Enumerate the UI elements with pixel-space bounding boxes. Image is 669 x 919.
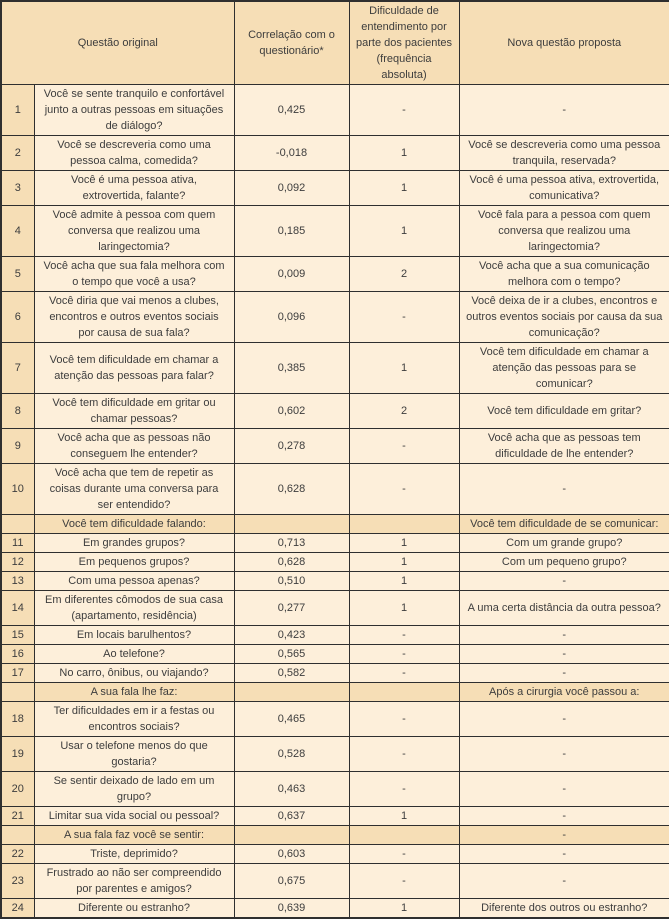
- new-question-cell: -: [459, 702, 669, 737]
- row-number-cell: 8: [1, 394, 34, 429]
- table-row: [1, 464, 669, 515]
- row-number-cell: 6: [1, 292, 34, 343]
- row-number-cell: 16: [1, 645, 34, 664]
- new-question-cell: -: [459, 626, 669, 645]
- row-number-cell: 21: [1, 807, 34, 826]
- original-question-cell: Diferente ou estranho?: [34, 899, 234, 919]
- row-number-cell: 12: [1, 553, 34, 572]
- difficulty-cell: 1: [349, 136, 459, 171]
- row-number-cell: 17: [1, 664, 34, 683]
- difficulty-cell: -: [349, 702, 459, 737]
- original-question-cell: Você se descreveria como uma pessoa calma, comedida?: [34, 136, 234, 171]
- row-number-cell: 19: [1, 737, 34, 772]
- correlation-cell: [234, 515, 349, 534]
- table-row: [1, 845, 669, 864]
- row-number-cell: 24: [1, 899, 34, 919]
- table-row: [1, 864, 669, 899]
- difficulty-cell: -: [349, 645, 459, 664]
- difficulty-cell: 1: [349, 899, 459, 919]
- difficulty-cell: -: [349, 429, 459, 464]
- correlation-cell: 0,185: [234, 206, 349, 257]
- correlation-cell: 0,628: [234, 464, 349, 515]
- original-question-cell: A sua fala lhe faz:: [34, 683, 234, 702]
- correlation-cell: 0,423: [234, 626, 349, 645]
- row-number-cell: 9: [1, 429, 34, 464]
- section-row: [1, 683, 669, 702]
- new-question-cell: -: [459, 845, 669, 864]
- new-question-cell: -: [459, 864, 669, 899]
- correlation-cell: 0,463: [234, 772, 349, 807]
- correlation-cell: -0,018: [234, 136, 349, 171]
- difficulty-cell: 1: [349, 553, 459, 572]
- correlation-cell: 0,565: [234, 645, 349, 664]
- row-number-cell: [1, 826, 34, 845]
- new-question-cell: Você tem dificuldade em chamar a atenção das pessoas para se comunicar?: [459, 343, 669, 394]
- table-row: [1, 899, 669, 919]
- original-question-cell: Você acha que as pessoas não conseguem lhe entender?: [34, 429, 234, 464]
- difficulty-cell: [349, 683, 459, 702]
- original-question-cell: No carro, ônibus, ou viajando?: [34, 664, 234, 683]
- correlation-cell: 0,628: [234, 553, 349, 572]
- original-question-cell: Em locais barulhentos?: [34, 626, 234, 645]
- original-question-cell: Ter dificuldades em ir a festas ou encontros sociais?: [34, 702, 234, 737]
- row-number-cell: 23: [1, 864, 34, 899]
- table-row: [1, 591, 669, 626]
- new-question-cell: Você tem dificuldade de se comunicar:: [459, 515, 669, 534]
- original-question-cell: A sua fala faz você se sentir:: [34, 826, 234, 845]
- original-question-cell: Ao telefone?: [34, 645, 234, 664]
- table-row: [1, 702, 669, 737]
- table-row: [1, 626, 669, 645]
- correlation-cell: 0,675: [234, 864, 349, 899]
- difficulty-cell: 1: [349, 343, 459, 394]
- table-row: [1, 664, 669, 683]
- new-question-cell: Após a cirurgia você passou a:: [459, 683, 669, 702]
- original-question-cell: Com uma pessoa apenas?: [34, 572, 234, 591]
- new-question-cell: Com um grande grupo?: [459, 534, 669, 553]
- new-question-cell: Você se descreveria como uma pessoa tranquila, reservada?: [459, 136, 669, 171]
- new-question-cell: Com um pequeno grupo?: [459, 553, 669, 572]
- difficulty-cell: 1: [349, 171, 459, 206]
- correlation-cell: 0,639: [234, 899, 349, 919]
- new-question-cell: -: [459, 85, 669, 136]
- row-number-cell: 1: [1, 85, 34, 136]
- row-number-cell: 7: [1, 343, 34, 394]
- correlation-cell: 0,582: [234, 664, 349, 683]
- difficulty-cell: [349, 826, 459, 845]
- table-row: [1, 136, 669, 171]
- new-question-cell: Você acha que a sua comunicação melhora com o tempo?: [459, 257, 669, 292]
- table-header: [1, 1, 669, 85]
- original-question-cell: Frustrado ao não ser compreendido por parentes e amigos?: [34, 864, 234, 899]
- header-correlation: Correlação com o questionário*: [234, 1, 349, 85]
- correlation-cell: 0,425: [234, 85, 349, 136]
- table-row: [1, 645, 669, 664]
- table-row: [1, 292, 669, 343]
- original-question-cell: Você tem dificuldade em chamar a atenção das pessoas para falar?: [34, 343, 234, 394]
- original-question-cell: Em grandes grupos?: [34, 534, 234, 553]
- original-question-cell: Triste, deprimido?: [34, 845, 234, 864]
- correlation-cell: 0,528: [234, 737, 349, 772]
- row-number-cell: 11: [1, 534, 34, 553]
- header-original-question: Questão original: [1, 1, 234, 85]
- correlation-cell: 0,385: [234, 343, 349, 394]
- new-question-cell: -: [459, 737, 669, 772]
- difficulty-cell: -: [349, 864, 459, 899]
- original-question-cell: Você tem dificuldade em gritar ou chamar pessoas?: [34, 394, 234, 429]
- difficulty-cell: -: [349, 772, 459, 807]
- new-question-cell: Diferente dos outros ou estranho?: [459, 899, 669, 919]
- new-question-cell: Você fala para a pessoa com quem conversa que realizou uma laringectomia?: [459, 206, 669, 257]
- difficulty-cell: -: [349, 626, 459, 645]
- original-question-cell: Em diferentes cômodos de sua casa (apartamento, residência): [34, 591, 234, 626]
- difficulty-cell: -: [349, 845, 459, 864]
- table-row: [1, 534, 669, 553]
- table-row: [1, 772, 669, 807]
- difficulty-cell: 1: [349, 534, 459, 553]
- table-row: [1, 206, 669, 257]
- table-row: [1, 394, 669, 429]
- row-number-cell: 2: [1, 136, 34, 171]
- correlation-cell: [234, 826, 349, 845]
- table-row: [1, 343, 669, 394]
- original-question-cell: Você se sente tranquilo e confortável junto a outras pessoas em situações de diálogo?: [34, 85, 234, 136]
- correlation-cell: [234, 683, 349, 702]
- difficulty-cell: 1: [349, 206, 459, 257]
- row-number-cell: [1, 683, 34, 702]
- new-question-cell: -: [459, 826, 669, 845]
- new-question-cell: Você deixa de ir a clubes, encontros e outros eventos sociais por causa da sua comunicação?: [459, 292, 669, 343]
- difficulty-cell: [349, 515, 459, 534]
- correlation-cell: 0,465: [234, 702, 349, 737]
- difficulty-cell: 2: [349, 394, 459, 429]
- correlation-cell: 0,092: [234, 171, 349, 206]
- row-number-cell: 18: [1, 702, 34, 737]
- row-number-cell: 14: [1, 591, 34, 626]
- table-row: [1, 257, 669, 292]
- original-question-cell: Você tem dificuldade falando:: [34, 515, 234, 534]
- original-question-cell: Você admite à pessoa com quem conversa que realizou uma laringectomia?: [34, 206, 234, 257]
- difficulty-cell: 1: [349, 807, 459, 826]
- header-new-question: Nova questão proposta: [459, 1, 669, 85]
- new-question-cell: Você é uma pessoa ativa, extrovertida, comunicativa?: [459, 171, 669, 206]
- section-row: [1, 515, 669, 534]
- new-question-cell: -: [459, 645, 669, 664]
- row-number-cell: 20: [1, 772, 34, 807]
- header-difficulty: Dificuldade de entendimento por parte dos pacientes (frequência absoluta): [349, 1, 459, 85]
- row-number-cell: [1, 515, 34, 534]
- original-question-cell: Você acha que tem de repetir as coisas durante uma conversa para ser entendido?: [34, 464, 234, 515]
- difficulty-cell: -: [349, 464, 459, 515]
- correlation-cell: 0,278: [234, 429, 349, 464]
- new-question-cell: -: [459, 807, 669, 826]
- difficulty-cell: 1: [349, 572, 459, 591]
- difficulty-cell: 2: [349, 257, 459, 292]
- table-row: [1, 737, 669, 772]
- difficulty-cell: -: [349, 664, 459, 683]
- row-number-cell: 10: [1, 464, 34, 515]
- original-question-cell: Se sentir deixado de lado em um grupo?: [34, 772, 234, 807]
- row-number-cell: 15: [1, 626, 34, 645]
- new-question-cell: -: [459, 664, 669, 683]
- correlation-cell: 0,277: [234, 591, 349, 626]
- new-question-cell: -: [459, 464, 669, 515]
- section-row: [1, 826, 669, 845]
- table-row: [1, 85, 669, 136]
- row-number-cell: 22: [1, 845, 34, 864]
- correlation-cell: 0,009: [234, 257, 349, 292]
- table-row: [1, 171, 669, 206]
- row-number-cell: 13: [1, 572, 34, 591]
- new-question-cell: A uma certa distância da outra pessoa?: [459, 591, 669, 626]
- difficulty-cell: -: [349, 85, 459, 136]
- row-number-cell: 4: [1, 206, 34, 257]
- table-body: [1, 85, 669, 919]
- original-question-cell: Em pequenos grupos?: [34, 553, 234, 572]
- table-row: [1, 572, 669, 591]
- difficulty-cell: -: [349, 737, 459, 772]
- difficulty-cell: -: [349, 292, 459, 343]
- difficulty-cell: 1: [349, 591, 459, 626]
- correlation-cell: 0,603: [234, 845, 349, 864]
- row-number-cell: 3: [1, 171, 34, 206]
- row-number-cell: 5: [1, 257, 34, 292]
- new-question-cell: Você acha que as pessoas tem dificuldade de lhe entender?: [459, 429, 669, 464]
- table-row: [1, 429, 669, 464]
- original-question-cell: Usar o telefone menos do que gostaria?: [34, 737, 234, 772]
- table-row: [1, 807, 669, 826]
- new-question-cell: -: [459, 772, 669, 807]
- correlation-cell: 0,096: [234, 292, 349, 343]
- new-question-cell: -: [459, 572, 669, 591]
- new-question-cell: Você tem dificuldade em gritar?: [459, 394, 669, 429]
- header-row: [1, 1, 669, 85]
- original-question-cell: Você acha que sua fala melhora com o tempo que você a usa?: [34, 257, 234, 292]
- original-question-cell: Limitar sua vida social ou pessoal?: [34, 807, 234, 826]
- correlation-cell: 0,510: [234, 572, 349, 591]
- original-question-cell: Você diria que vai menos a clubes, encontros e outros eventos sociais por causa de sua fala?: [34, 292, 234, 343]
- correlation-cell: 0,602: [234, 394, 349, 429]
- correlation-cell: 0,637: [234, 807, 349, 826]
- correlation-cell: 0,713: [234, 534, 349, 553]
- table-row: [1, 553, 669, 572]
- original-question-cell: Você é uma pessoa ativa, extrovertida, falante?: [34, 171, 234, 206]
